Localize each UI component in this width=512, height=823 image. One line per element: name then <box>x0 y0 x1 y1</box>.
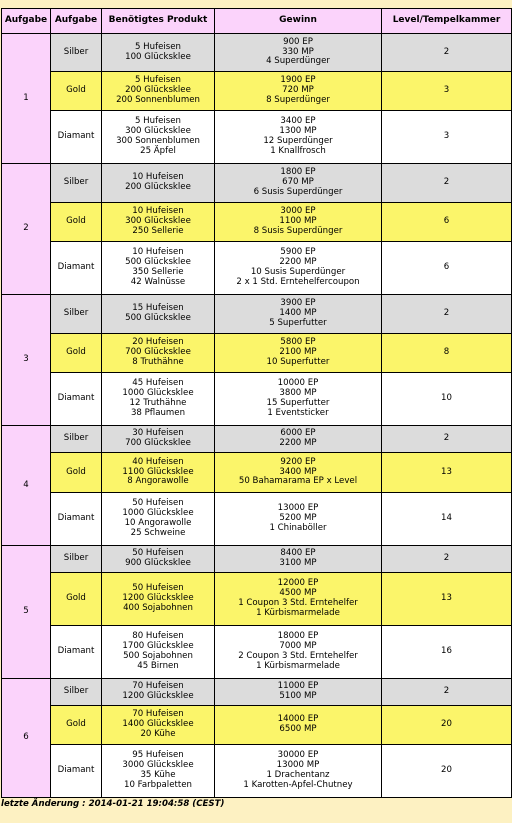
rewards-cell <box>215 72 382 111</box>
reward-line: 670 MP <box>282 177 314 188</box>
rewards-cell <box>215 493 382 546</box>
reward-line: 10 Superfutter <box>266 356 330 367</box>
product-line: 42 Walnüsse <box>130 276 186 287</box>
header-produkt: Benötigtes Produkt <box>102 9 215 34</box>
task-number-cell: 5 <box>2 546 51 679</box>
products-cell <box>102 626 215 679</box>
product-line: 500 Glücksklee <box>125 313 191 323</box>
level-cell: 2 <box>382 164 512 203</box>
reward-line: 3100 MP <box>279 558 317 568</box>
reward-line: 8400 EP <box>280 548 316 559</box>
level-cell: 2 <box>382 295 512 334</box>
product-line: 300 Sonnenblumen <box>116 136 200 146</box>
level-cell: 10 <box>382 373 512 426</box>
reward-line: 2200 MP <box>279 438 317 448</box>
product-line: 200 Sonnenblumen <box>116 94 200 105</box>
reward-line: 12 Superdünger <box>263 136 333 146</box>
reward-line: 10000 EP <box>277 378 319 389</box>
products-cell <box>102 745 215 798</box>
product-line: 700 Glücksklee <box>125 347 191 358</box>
reward-line: 1 Knallfrosch <box>270 145 326 156</box>
product-line: 12 Truthähne <box>129 398 187 408</box>
products-cell <box>102 295 215 334</box>
level-cell: 6 <box>382 242 512 295</box>
level-cell: 3 <box>382 72 512 111</box>
reward-line: 8 Superdünger <box>266 94 330 105</box>
reward-line: 1 Chinaböller <box>269 522 327 533</box>
products-cell <box>102 493 215 546</box>
reward-line: 1800 EP <box>280 167 316 178</box>
reward-line: 1100 MP <box>279 216 317 227</box>
products-cell <box>102 426 215 453</box>
product-line: 80 Hufeisen <box>132 631 184 642</box>
product-line: 1200 Glücksklee <box>122 691 194 701</box>
product-line: 40 Hufeisen <box>132 456 184 467</box>
rewards-cell <box>215 373 382 426</box>
products-cell <box>102 706 215 745</box>
table-row <box>2 72 512 111</box>
reward-line: 30000 EP <box>277 750 319 761</box>
rewards-cell <box>215 34 382 72</box>
products-cell <box>102 453 215 493</box>
product-line: 200 Glücksklee <box>125 182 191 192</box>
level-cell: 13 <box>382 573 512 626</box>
rewards-cell <box>215 573 382 626</box>
level-cell: 3 <box>382 111 512 164</box>
reward-line: 10 Susis Superdünger <box>250 267 346 277</box>
tier-cell: Diamant <box>51 373 102 426</box>
reward-line: 12000 EP <box>277 578 319 589</box>
product-line: 38 Pflaumen <box>130 407 186 418</box>
reward-line: 14000 EP <box>277 714 319 725</box>
header-aufgabe-tier: Aufgabe <box>51 9 102 34</box>
product-line: 95 Hufeisen <box>132 750 184 761</box>
rewards-cell <box>215 706 382 745</box>
table-header <box>2 9 512 34</box>
product-line: 900 Glücksklee <box>125 558 191 568</box>
reward-line: 50 Bahamarama EP x Level <box>238 476 358 487</box>
task-number-cell: 1 <box>2 34 51 164</box>
product-line: 8 Truthähne <box>132 356 184 367</box>
level-cell: 2 <box>382 34 512 72</box>
reward-line: 3400 EP <box>280 116 316 127</box>
table-row <box>2 706 512 745</box>
products-cell <box>102 546 215 573</box>
product-line: 1200 Glücksklee <box>122 593 194 604</box>
product-line: 500 Sojabohnen <box>123 651 193 661</box>
level-cell: 16 <box>382 626 512 679</box>
product-line: 10 Hufeisen <box>132 247 184 258</box>
reward-line: 2200 MP <box>279 257 317 268</box>
reward-line: 3900 EP <box>280 298 316 309</box>
reward-line: 1300 MP <box>279 126 317 137</box>
product-line: 400 Sojabohnen <box>123 602 193 613</box>
reward-line: 9200 EP <box>280 456 316 467</box>
product-line: 5 Hufeisen <box>134 116 182 127</box>
tasks-table <box>1 8 512 798</box>
reward-line: 2 Coupon 3 Std. Erntehelfer <box>238 651 358 661</box>
products-cell <box>102 72 215 111</box>
product-line: 10 Farbpaletten <box>124 779 192 790</box>
rewards-cell <box>215 426 382 453</box>
tier-cell: Gold <box>51 453 102 493</box>
task-number-cell: 6 <box>2 679 51 798</box>
product-line: 15 Hufeisen <box>132 303 184 314</box>
tier-cell: Gold <box>51 573 102 626</box>
products-cell <box>102 164 215 203</box>
level-cell: 6 <box>382 203 512 242</box>
header-aufgabe-nr: Aufgabe <box>2 9 51 34</box>
products-cell <box>102 111 215 164</box>
rewards-cell <box>215 164 382 203</box>
rewards-cell <box>215 295 382 334</box>
product-line: 35 Kühe <box>140 770 176 780</box>
product-line: 70 Hufeisen <box>132 709 184 720</box>
reward-line: 3000 EP <box>280 206 316 217</box>
product-line: 5 Hufeisen <box>134 75 182 86</box>
product-line: 20 Hufeisen <box>132 337 184 348</box>
table-row <box>2 203 512 242</box>
reward-line: 1 Karotten-Apfel-Chutney <box>243 779 353 790</box>
table-row <box>2 295 512 334</box>
reward-line: 11000 EP <box>277 681 319 692</box>
level-cell: 14 <box>382 493 512 546</box>
reward-line: 1900 EP <box>280 75 316 86</box>
reward-line: 900 EP <box>283 36 313 47</box>
table-row <box>2 493 512 546</box>
reward-line: 3400 MP <box>279 466 317 477</box>
table-row <box>2 453 512 493</box>
product-line: 1100 Glücksklee <box>122 466 194 477</box>
reward-line: 13000 MP <box>276 760 320 771</box>
product-line: 45 Birnen <box>137 660 179 671</box>
reward-line: 2100 MP <box>279 347 317 358</box>
product-line: 25 Schweine <box>130 527 186 538</box>
product-line: 1000 Glücksklee <box>122 508 194 519</box>
product-line: 10 Angorawolle <box>124 518 192 528</box>
product-line: 45 Hufeisen <box>132 378 184 389</box>
rewards-cell <box>215 745 382 798</box>
reward-line: 6500 MP <box>279 724 317 734</box>
product-line: 5 Hufeisen <box>134 41 182 52</box>
tier-cell: Diamant <box>51 111 102 164</box>
table-row <box>2 334 512 373</box>
rewards-cell <box>215 334 382 373</box>
table-row <box>2 373 512 426</box>
rewards-cell <box>215 679 382 706</box>
product-line: 350 Sellerie <box>132 267 184 277</box>
header-level: Level/Tempelkammer <box>382 9 512 34</box>
table-row <box>2 546 512 573</box>
product-line: 70 Hufeisen <box>132 681 184 692</box>
tier-cell: Silber <box>51 426 102 453</box>
reward-line: 6 Susis Superdünger <box>253 186 343 197</box>
reward-line: 18000 EP <box>277 631 319 642</box>
rewards-cell <box>215 453 382 493</box>
reward-line: 1400 MP <box>279 308 317 319</box>
task-number-cell: 3 <box>2 295 51 426</box>
rewards-cell <box>215 203 382 242</box>
table-row <box>2 573 512 626</box>
reward-line: 5900 EP <box>280 247 316 258</box>
tier-cell: Silber <box>51 546 102 573</box>
level-cell: 13 <box>382 453 512 493</box>
level-cell: 20 <box>382 706 512 745</box>
product-line: 1400 Glücksklee <box>122 719 194 730</box>
tier-cell: Gold <box>51 72 102 111</box>
reward-line: 720 MP <box>282 85 314 96</box>
level-cell: 8 <box>382 334 512 373</box>
product-line: 700 Glücksklee <box>125 438 191 448</box>
product-line: 20 Kühe <box>140 728 176 739</box>
reward-line: 1 Coupon 3 Std. Erntehelfer <box>238 598 358 608</box>
tier-cell: Diamant <box>51 626 102 679</box>
reward-line: 3800 MP <box>279 388 317 399</box>
task-number-cell: 2 <box>2 164 51 295</box>
product-line: 10 Hufeisen <box>132 206 184 217</box>
table-row <box>2 745 512 798</box>
header-gewinn: Gewinn <box>215 9 382 34</box>
product-line: 500 Glücksklee <box>125 257 191 268</box>
product-line: 250 Sellerie <box>132 225 184 236</box>
level-cell: 2 <box>382 546 512 573</box>
reward-line: 8 Susis Superdünger <box>253 225 343 236</box>
product-line: 100 Glücksklee <box>125 51 191 62</box>
tier-cell: Silber <box>51 34 102 72</box>
product-line: 300 Glücksklee <box>125 126 191 137</box>
level-cell: 20 <box>382 745 512 798</box>
products-cell <box>102 334 215 373</box>
products-cell <box>102 573 215 626</box>
product-line: 300 Glücksklee <box>125 216 191 227</box>
reward-line: 7000 MP <box>279 641 317 652</box>
table-row <box>2 164 512 203</box>
products-cell <box>102 242 215 295</box>
tier-cell: Silber <box>51 679 102 706</box>
product-line: 3000 Glücksklee <box>122 760 194 771</box>
tier-cell: Gold <box>51 706 102 745</box>
tier-cell: Gold <box>51 203 102 242</box>
last-change-footer: letzte Änderung : 2014-01-21 19:04:58 (CEST) <box>1 799 225 809</box>
reward-line: 1 Kürbismarmelade <box>256 660 340 671</box>
product-line: 30 Hufeisen <box>132 428 184 439</box>
products-cell <box>102 679 215 706</box>
tier-cell: Diamant <box>51 493 102 546</box>
product-line: 200 Glücksklee <box>125 85 191 96</box>
reward-line: 5 Superfutter <box>269 317 327 328</box>
rewards-cell <box>215 546 382 573</box>
product-line: 25 Äpfel <box>140 145 176 156</box>
table-body <box>2 34 512 798</box>
reward-line: 4500 MP <box>279 588 317 599</box>
rewards-cell <box>215 111 382 164</box>
level-cell: 2 <box>382 679 512 706</box>
product-line: 1000 Glücksklee <box>122 388 194 399</box>
reward-line: 2 x 1 Std. Erntehelfercoupon <box>236 276 360 287</box>
reward-line: 1 Drachentanz <box>266 770 330 780</box>
product-line: 8 Angorawolle <box>127 476 189 487</box>
product-line: 50 Hufeisen <box>132 548 184 559</box>
reward-line: 15 Superfutter <box>266 398 330 408</box>
reward-line: 5200 MP <box>279 513 317 524</box>
tier-cell: Diamant <box>51 745 102 798</box>
product-line: 10 Hufeisen <box>132 172 184 183</box>
tier-cell: Diamant <box>51 242 102 295</box>
product-line: 1700 Glücksklee <box>122 641 194 652</box>
reward-line: 5800 EP <box>280 337 316 348</box>
reward-line: 6000 EP <box>280 428 316 439</box>
table-row <box>2 426 512 453</box>
product-line: 50 Hufeisen <box>132 498 184 509</box>
table-row <box>2 626 512 679</box>
reward-line: 5100 MP <box>279 691 317 701</box>
table-row <box>2 242 512 295</box>
product-line: 50 Hufeisen <box>132 583 184 594</box>
reward-line: 330 MP <box>282 46 314 57</box>
products-cell <box>102 34 215 72</box>
tier-cell: Gold <box>51 334 102 373</box>
products-cell <box>102 203 215 242</box>
level-cell: 2 <box>382 426 512 453</box>
tier-cell: Silber <box>51 295 102 334</box>
task-number-cell: 4 <box>2 426 51 546</box>
rewards-cell <box>215 626 382 679</box>
reward-line: 4 Superdünger <box>266 56 330 67</box>
table-row <box>2 34 512 72</box>
rewards-cell <box>215 242 382 295</box>
table-row <box>2 679 512 706</box>
reward-line: 1 Eventsticker <box>267 407 329 418</box>
products-cell <box>102 373 215 426</box>
table-row <box>2 111 512 164</box>
tier-cell: Silber <box>51 164 102 203</box>
reward-line: 1 Kürbismarmelade <box>256 607 340 618</box>
reward-line: 13000 EP <box>277 503 319 514</box>
